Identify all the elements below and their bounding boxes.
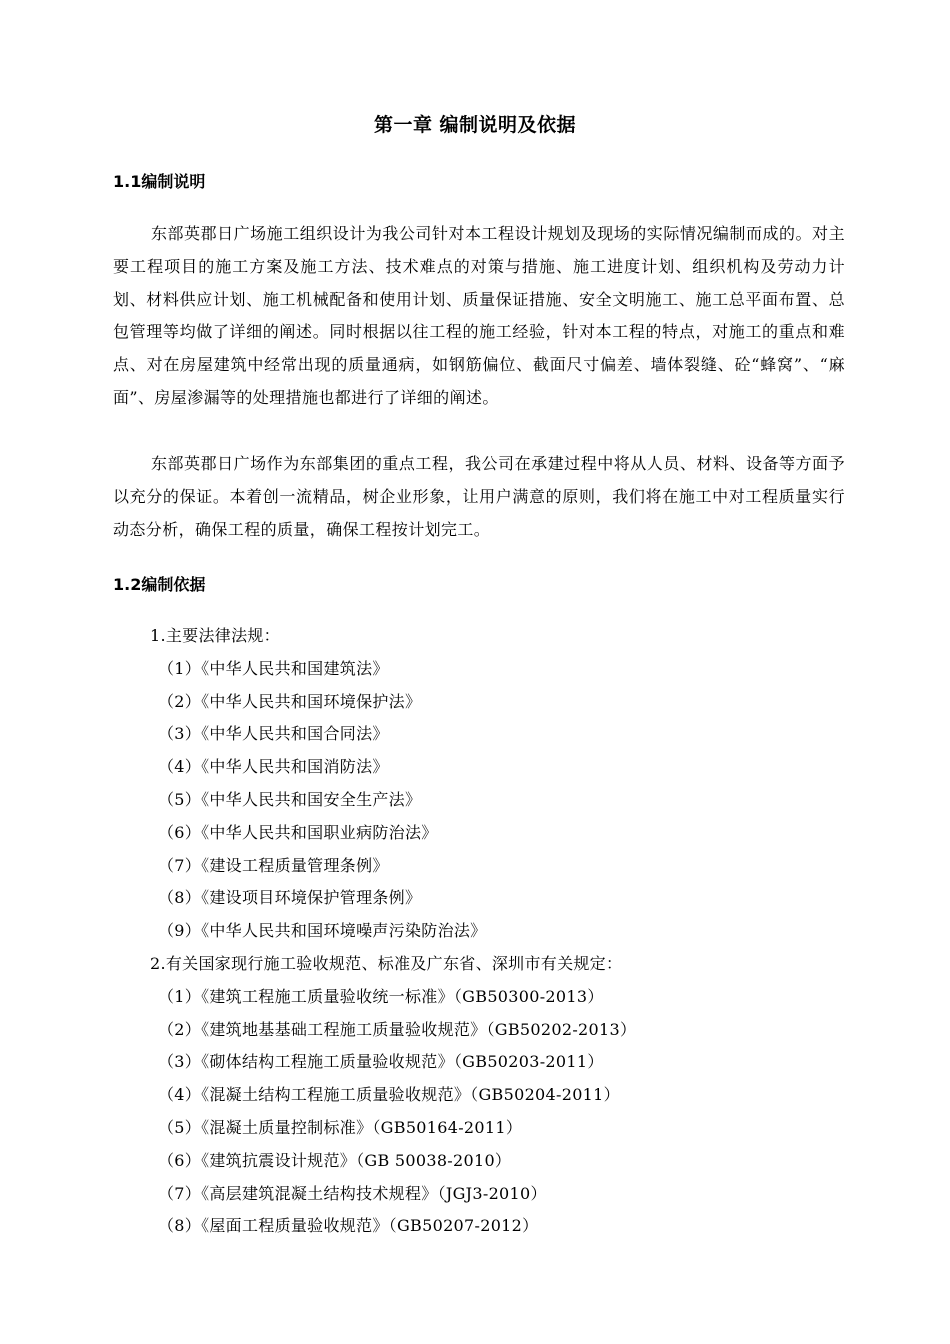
list-item: （1）《中华人民共和国建筑法》 [158, 658, 389, 678]
section-heading-1-1: 1.1编制说明 [113, 172, 206, 191]
list-item: （4）《混凝土结构工程施工质量验收规范》（GB50204-2011） [158, 1085, 620, 1105]
list-item: （8）《建设项目环境保护管理条例》 [158, 888, 422, 908]
list-item: （6）《建筑抗震设计规范》（GB 50038-2010） [158, 1150, 512, 1170]
list-item: （4）《中华人民共和国消防法》 [158, 757, 389, 777]
basis-list [150, 620, 870, 1243]
list-item: 1.主要法律法规： [150, 626, 280, 645]
paragraph-2: 东部英郡日广场作为东部集团的重点工程，我公司在承建过程中将从人员、材料、设备等方面予以充分的保证。本着创一流精品，树企业形象，让用户满意的原则，我们将在施工中对工程质量实行动态分析，确保工程的质量，确保工程按计划完工。 [113, 454, 845, 539]
section-heading-1-2: 1.2编制依据 [113, 575, 206, 594]
paragraph-1: 东部英郡日广场施工组织设计为我公司针对本工程设计规划及现场的实际情况编制而成的。对主要工程项目的施工方案及施工方法、技术难点的对策与措施、施工进度计划、组织机构及劳动力计划、材料供应计划、施工机械配备和使用计划、质量保证措施、安全文明施工、施工总平面布置、总包管理等均做了详细的阐述。同时根据以往工程的施工经验，针对本工程的特点，对施工的重点和难点、对在房屋建筑中经常出现的质量通病，如钢筋偏位、截面尺寸偏差、墙体裂缝、砼“蜂窝”、“麻面”、房屋渗漏等的处理措施也都进行了详细的阐述。 [113, 224, 845, 407]
list-item: （3）《中华人民共和国合同法》 [158, 724, 389, 744]
list-item: （7）《高层建筑混凝土结构技术规程》（JGJ3-2010） [158, 1183, 547, 1203]
list-item: （2）《中华人民共和国环境保护法》 [158, 691, 422, 711]
list-item: （2）《建筑地基基础工程施工质量验收规范》（GB50202-2013） [158, 1019, 637, 1039]
list-item: （9）《中华人民共和国环境噪声污染防治法》 [158, 921, 487, 941]
list-item: （6）《中华人民共和国职业病防治法》 [158, 822, 438, 842]
list-item: （3）《砌体结构工程施工质量验收规范》（GB50203-2011） [158, 1052, 604, 1072]
list-item: （5）《混凝土质量控制标准》（GB50164-2011） [158, 1117, 523, 1137]
list-item: （7）《建设工程质量管理条例》 [158, 855, 389, 875]
chapter-title: 第一章 编制说明及依据 [373, 114, 577, 136]
list-item: （1）《建筑工程施工质量验收统一标准》（GB50300-2013） [158, 986, 604, 1006]
list-item: 2.有关国家现行施工验收规范、标准及广东省、深圳市有关规定： [150, 953, 623, 973]
list-item: （5）《中华人民共和国安全生产法》 [158, 789, 422, 809]
list-item: （8）《屋面工程质量验收规范》（GB50207-2012） [158, 1216, 539, 1236]
